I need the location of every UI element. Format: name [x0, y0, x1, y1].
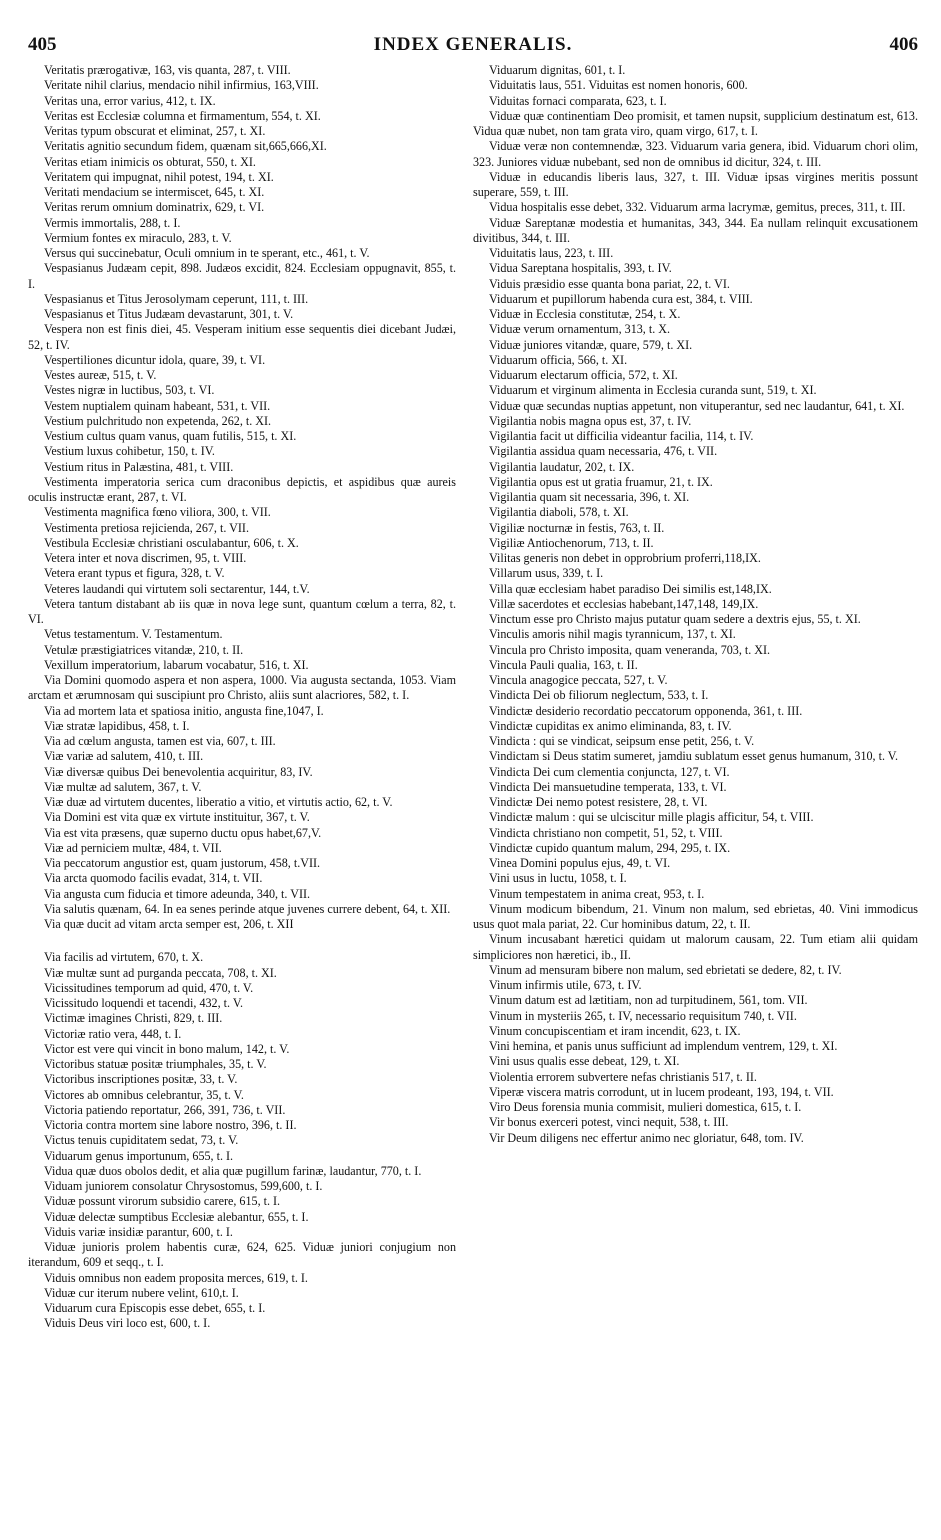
index-entry: Victoriæ ratio vera, 448, t. I.	[44, 1026, 182, 1041]
index-entry: Vindicta Dei ob filiorum neglectum, 533, t. I.	[489, 688, 709, 703]
index-entry: Vinculis amoris nihil magis tyrannicum, 137, t. XI.	[489, 627, 736, 642]
index-entry: Viduæ quæ continentiam Deo promisit, et tamen nupsit, supplicium destinatum est, 613. Vidua quæ nubet, non tam grata viro, quam virgo, 617, t. I.	[473, 108, 918, 138]
index-entry: Vinum infirmis utile, 673, t. IV.	[489, 978, 642, 992]
index-entry: Viduitatis laus, 551. Viduitas est nomen honoris, 600.	[489, 78, 748, 93]
index-entry: Viduis Deus viri loco est, 600, t. I.	[44, 1316, 211, 1331]
index-entry: Vespasianus Judæam cepit, 898. Judæos excidit, 824. Ecclesiam oppugnavit, 855, t. I.	[28, 261, 456, 291]
page-number-right: 406	[889, 34, 918, 55]
index-entry: Vetera inter et nova discrimen, 95, t. VIII.	[44, 551, 247, 565]
index-entry: Veritati mendacium se intermiscet, 645, t. XI.	[44, 185, 265, 199]
index-entry: Vestem nuptialem quinam habeant, 531, t. VII.	[44, 398, 271, 413]
index-entry: Viduæ possunt virorum subsidio carere, 615, t. I.	[44, 1194, 281, 1209]
index-entry: Vinum ad mensuram bibere non malum, sed ebrietati se dedere, 82, t. IV.	[489, 962, 842, 977]
index-entry: Vilitas generis non debet in opprobrium proferri,118,IX.	[489, 551, 761, 565]
index-entry: Vetus testamentum. V. Testamentum.	[44, 627, 223, 642]
index-entry: Versus qui succinebatur, Oculi omnium in te sperant, etc., 461, t. V.	[44, 246, 370, 260]
index-entry: Veritas est Ecclesiæ columna et firmamentum, 554, t. XI.	[44, 108, 321, 123]
index-entry: Vigilantia nobis magna opus est, 37, t. IV.	[489, 413, 692, 428]
right-column	[473, 63, 918, 1533]
index-entry: Vestes aureæ, 515, t. V.	[44, 368, 157, 382]
index-entry: Via arcta quomodo facilis evadat, 314, t. VII.	[44, 871, 263, 886]
index-entry: Vir bonus exerceri potest, vinci nequit, 538, t. III.	[489, 1115, 729, 1130]
index-entry: Villæ sacerdotes et ecclesias habebant,147,148, 149,IX.	[489, 596, 759, 611]
index-entry: Veritas typum obscurat et eliminat, 257, t. XI.	[44, 124, 266, 138]
index-entry: Vindicta : qui se vindicat, seipsum ense petit, 256, t. V.	[489, 734, 755, 748]
index-entry: Vidua quæ duos obolos dedit, et alia quæ pugillum farinæ, laudantur, 770, t. I.	[44, 1163, 422, 1178]
index-entry: Vespasianus et Titus Judæam devastarunt, 301, t. V.	[44, 307, 294, 321]
index-entry: Viduæ veræ non contemnendæ, 323. Viduarum varia genera, ibid. Viduarum chori olim, 323. Juniores viduæ nubebant, sed non de omnibus id dicitur, 324, t. III.	[473, 139, 918, 169]
index-entry: Viduitas fornaci comparata, 623, t. I.	[489, 93, 667, 108]
index-entry: Vespera non est finis diei, 45. Vesperam initium esse sequentis diei dicebant Judæi, 52, t. IV.	[28, 322, 456, 352]
index-entry: Veritas una, error varius, 412, t. IX.	[44, 93, 216, 108]
index-entry: Via ad cœlum angusta, tamen est via, 607, t. III.	[44, 734, 276, 748]
index-entry: Vini usus in luctu, 1058, t. I.	[489, 871, 627, 886]
index-entry: Viæ ad perniciem multæ, 484, t. VII.	[44, 840, 222, 855]
index-entry: Vicissitudo loquendi et tacendi, 432, t. V.	[44, 996, 244, 1010]
index-entry: Vestium ritus in Palæstina, 481, t. VIII.	[44, 459, 234, 474]
index-entry: Via ad mortem lata et spatiosa initio, angusta fine,1047, I.	[44, 703, 324, 718]
index-entry: Viduitatis laus, 223, t. III.	[489, 246, 614, 260]
index-entry: Viæ multæ sunt ad purganda peccata, 708, t. XI.	[44, 965, 277, 980]
index-entry: Viduæ in Ecclesia constitutæ, 254, t. X.	[489, 307, 681, 321]
index-entry: Vindictæ malum : qui se ulciscitur mille plagis afficitur, 54, t. VIII.	[489, 810, 814, 825]
index-entry: Vestium luxus cohibetur, 150, t. IV.	[44, 444, 215, 459]
index-entry: Vetulæ præstigiatrices vitandæ, 210, t. II.	[44, 642, 244, 657]
index-entry: Vermis immortalis, 288, t. I.	[44, 215, 181, 230]
index-entry: Vinum tempestatem in anima creat, 953, t. I.	[489, 886, 705, 901]
index-entry: Vir Deum diligens nec effertur animo nec gloriatur, 648, tom. IV.	[489, 1130, 804, 1145]
index-entry: Viduæ quæ secundas nuptias appetunt, non vituperantur, sed nec laudantur, 641, t. XI.	[489, 398, 905, 413]
index-entry: Vestium cultus quam vanus, quam futilis, 515, t. XI.	[44, 429, 297, 443]
running-title: INDEX GENERALIS.	[373, 34, 573, 55]
index-entry: Vestibula Ecclesiæ christiani osculabantur, 606, t. X.	[44, 535, 299, 550]
index-entry: Vincula anagogice peccata, 527, t. V.	[489, 673, 668, 687]
index-entry: Viæ diversæ quibus Dei benevolentia acquiritur, 83, IV.	[44, 764, 313, 779]
index-entry: Vestimenta pretiosa rejicienda, 267, t. VII.	[44, 520, 249, 535]
left-column	[28, 63, 456, 1533]
index-entry: Via Domini est vita quæ ex virtute instituitur, 367, t. V.	[44, 810, 310, 825]
index-entry: Veritate nihil clarius, mendacio nihil infirmius, 163,VIII.	[44, 78, 319, 93]
index-entry: Via salutis quænam, 64. In ea senes perinde atque juvenes currere debent, 64, t. XII.	[44, 901, 451, 916]
index-entry: Veritatis agnitio secundum fidem, quænam sit,665,666,XI.	[44, 139, 327, 154]
index-entry: Viduarum et virginum alimenta in Ecclesia curanda sunt, 519, t. XI.	[489, 383, 817, 398]
index-entry: Vindictam si Deus statim sumeret, jamdiu sublatum esset genus humanum, 310, t. V.	[489, 749, 898, 764]
index-entry: Via peccatorum angustior est, quam justorum, 458, t.VII.	[44, 856, 321, 870]
index-entry: Via quæ ducit ad vitam arcta semper est, 206, t. XII	[44, 917, 294, 931]
index-entry: Viæ multæ ad salutem, 367, t. V.	[44, 779, 202, 794]
index-entry: Vindictæ Dei nemo potest resistere, 28, t. VI.	[489, 795, 708, 809]
index-entry: Viduæ junioris prolem habentis curæ, 624, 625. Viduæ juniori conjugium non iterandum, 609 et seqq., t. I.	[28, 1240, 456, 1270]
index-entry: Vindictæ desiderio recordatio peccatorum opponenda, 361, t. III.	[489, 703, 803, 718]
index-entry: Veritatis prærogativæ, 163, vis quanta, 287, t. VIII.	[44, 63, 291, 77]
index-entry: Victimæ imagines Christi, 829, t. III.	[44, 1011, 223, 1026]
index-entry: Veritas rerum omnium dominatrix, 629, t. VI.	[44, 200, 265, 215]
index-entry: Vini hemina, et panis unus sufficiunt ad implendum ventrem, 129, t. XI.	[489, 1039, 838, 1053]
index-entry: Victoribus statuæ positæ triumphales, 35, t. V.	[44, 1057, 267, 1071]
index-entry: Via angusta cum fiducia et timore adeunda, 340, t. VII.	[44, 886, 311, 901]
index-entry: Vidua hospitalis esse debet, 332. Viduarum arma lacrymæ, gemitus, preces, 311, t. III.	[489, 200, 906, 215]
index-entry: Viæ duæ ad virtutem ducentes, liberatio a vitio, et virtutis actio, 62, t. V.	[44, 795, 393, 809]
index-entry: Vigilantia diaboli, 578, t. XI.	[489, 505, 629, 520]
index-entry: Viperæ viscera matris corrodunt, ut in lucem prodeant, 193, 194, t. VII.	[489, 1084, 834, 1099]
index-entry: Vestimenta imperatoria serica cum draconibus depictis, et aspidibus quæ aureis oculis instructæ erant, 287, t. VI.	[28, 474, 456, 504]
index-entry: Viduarum officia, 566, t. XI.	[489, 352, 628, 367]
index-entry: Viduæ delectæ sumptibus Ecclesiæ alebantur, 655, t. I.	[44, 1209, 309, 1224]
index-entry: Vestimenta magnifica fœno viliora, 300, t. VII.	[44, 505, 271, 520]
index-entry: Violentia errorem subvertere nefas christianis 517, t. II.	[489, 1069, 757, 1084]
index-entry: Vinum incusabant hæretici quidam ut malorum causam, 22. Tum etiam alii quidam simpliciores non hæretici, ib., II.	[473, 932, 918, 962]
index-entry: Viro Deus forensia munia commisit, mulieri domestica, 615, t. I.	[489, 1100, 802, 1114]
index-entry: Victoribus inscriptiones positæ, 33, t. V.	[44, 1072, 238, 1087]
index-entry: Vinum modicum bibendum, 21. Vinum non malum, sed ebrietas, 40. Vini immodicus usus quot mala pariat, 22. Cur hominibus datum, 22, t. II.	[473, 901, 918, 931]
index-entry: Vigilantia opus est ut gratia fruamur, 21, t. IX.	[489, 474, 713, 489]
index-entry: Vermium fontes ex miraculo, 283, t. V.	[44, 230, 232, 245]
index-entry: Victoria contra mortem sine labore nostro, 396, t. II.	[44, 1118, 297, 1132]
page-number-left: 405	[28, 34, 57, 55]
index-entry: Via Domini quomodo aspera et non aspera, 1000. Via augusta sectanda, 1053. Viam arctam et ærumnosam qui suscipiunt pro Christo, aliis sunt alacriores, 582, t. I.	[28, 673, 456, 703]
index-entry: Vestes nigræ in luctibus, 503, t. VI.	[44, 383, 215, 398]
index-entry: Villa quæ ecclesiam habet paradiso Dei similis est,148,IX.	[489, 581, 772, 596]
index-entry: Vigilantia laudatur, 202, t. IX.	[489, 459, 635, 474]
index-entry: Vigiliæ nocturnæ in festis, 763, t. II.	[489, 520, 665, 535]
index-entry: Vinum datum est ad lætitiam, non ad turpitudinem, 561, tom. VII.	[489, 993, 808, 1008]
index-entry: Veritas etiam inimicis os obturat, 550, t. XI.	[44, 154, 256, 169]
page-header	[28, 32, 918, 60]
index-entry: Viduæ juniores vitandæ, quare, 579, t. XI.	[489, 337, 693, 352]
index-entry: Viæ variæ ad salutem, 410, t. III.	[44, 749, 204, 764]
index-entry: Villarum usus, 339, t. I.	[489, 566, 604, 581]
index-entry: Viæ stratæ lapidibus, 458, t. I.	[44, 718, 190, 733]
index-entry: Viduarum cura Episcopis esse debet, 655, t. I.	[44, 1301, 266, 1315]
index-entry: Viduis variæ insidiæ parantur, 600, t. I.	[44, 1224, 233, 1239]
index-entry: Vindictæ cupido quantum malum, 294, 295, t. IX.	[489, 840, 731, 855]
index-entry: Via est vita præsens, quæ superno ductu opus habet,67,V.	[44, 825, 322, 840]
index-entry: Vindicta Dei mansuetudine temperata, 133, t. VI.	[489, 779, 727, 794]
index-entry: Veteres laudandi qui virtutem soli sectarentur, 144, t.V.	[44, 581, 310, 596]
index-entry: Vinea Domini populus ejus, 49, t. VI.	[489, 856, 671, 870]
index-entry: Viduarum genus importunum, 655, t. I.	[44, 1148, 234, 1163]
index-entry: Vindicta christiano non competit, 51, 52, t. VIII.	[489, 825, 723, 840]
index-entry: Vexillum imperatorium, labarum vocabatur, 516, t. XI.	[44, 657, 309, 672]
index-entry: Vidua Sareptana hospitalis, 393, t. IV.	[489, 261, 672, 276]
index-entry: Vestium pulchritudo non expetenda, 262, t. XI.	[44, 413, 272, 428]
index-entry: Victoria patiendo reportatur, 266, 391, 736, t. VII.	[44, 1102, 286, 1117]
index-entry: Viduarum dignitas, 601, t. I.	[489, 63, 626, 77]
index-entry: Viduæ Sareptanæ modestia et humanitas, 343, 344. Ea nullam relinquit excusationem divitibus, 344, t. III.	[473, 215, 918, 245]
index-entry: Vigilantia facit ut difficilia videantur facilia, 114, t. IV.	[489, 429, 754, 443]
index-entry: Vincula pro Christo imposita, quam veneranda, 703, t. XI.	[489, 642, 771, 657]
index-entry: Viduæ verum ornamentum, 313, t. X.	[489, 322, 670, 337]
index-entry: Vetera erant typus et figura, 328, t. V.	[44, 566, 225, 581]
index-entry: Vindictæ cupiditas ex animo eliminanda, 83, t. IV.	[489, 718, 732, 733]
index-entry: Viduam juniorem consolatur Chrysostomus, 599,600, t. I.	[44, 1179, 323, 1193]
index-entry: Via facilis ad virtutem, 670, t. X.	[44, 950, 204, 965]
index-entry: Vinum concupiscentiam et iram incendit, 623, t. IX.	[489, 1023, 741, 1038]
index-entry: Victor est vere qui vincit in bono malum, 142, t. V.	[44, 1041, 290, 1056]
index-entry: Victores ab omnibus celebrantur, 35, t. V.	[44, 1087, 244, 1102]
index-entry: Viduis omnibus non eadem proposita merces, 619, t. I.	[44, 1270, 308, 1285]
index-entry: Viduis præsidio esse quanta bona pariat, 22, t. VI.	[489, 276, 730, 291]
index-entry: Vindicta Dei cum clementia conjuncta, 127, t. VI.	[489, 764, 730, 779]
index-entry: Vinum in mysteriis 265, t. IV, necessario requisitum 740, t. VII.	[489, 1008, 797, 1023]
index-entry: Vini usus qualis esse debeat, 129, t. XI.	[489, 1054, 680, 1069]
index-entry: Vinctum esse pro Christo majus putatur quam sedere a dextris ejus, 55, t. XI.	[489, 612, 861, 626]
index-entry: Vigilantia assidua quam necessaria, 476, t. VII.	[489, 444, 718, 459]
index-entry: Vigilantia quam sit necessaria, 396, t. XI.	[489, 490, 690, 504]
index-entry: Vicissitudines temporum ad quid, 470, t. V.	[44, 980, 254, 995]
index-entry: Vespasianus et Titus Jerosolymam ceperunt, 111, t. III.	[44, 291, 309, 306]
index-entry: Victus tenuis cupiditatem sedat, 73, t. V.	[44, 1133, 239, 1148]
index-entry: Viduæ cur iterum nubere velint, 610,t. I.	[44, 1285, 239, 1300]
index-entry: Vigiliæ Antiochenorum, 713, t. II.	[489, 535, 654, 550]
index-entry: Vetera tantum distabant ab iis quæ in nova lege sunt, quantum cœlum a terra, 82, t. VI.	[28, 596, 456, 626]
index-entry: Vincula Pauli qualia, 163, t. II.	[489, 657, 638, 672]
index-entry: Veritatem qui impugnat, nihil potest, 194, t. XI.	[44, 169, 274, 184]
index-entry: Viduarum et pupillorum habenda cura est, 384, t. VIII.	[489, 291, 753, 306]
index-entry: Viduarum electarum officia, 572, t. XI.	[489, 368, 678, 382]
index-entry: Vespertiliones dicuntur idola, quare, 39, t. VI.	[44, 352, 266, 367]
index-entry: Viduæ in educandis liberis laus, 327, t. III. Viduæ ipsas virgines meritis possunt superare, 559, t. III.	[473, 169, 918, 199]
